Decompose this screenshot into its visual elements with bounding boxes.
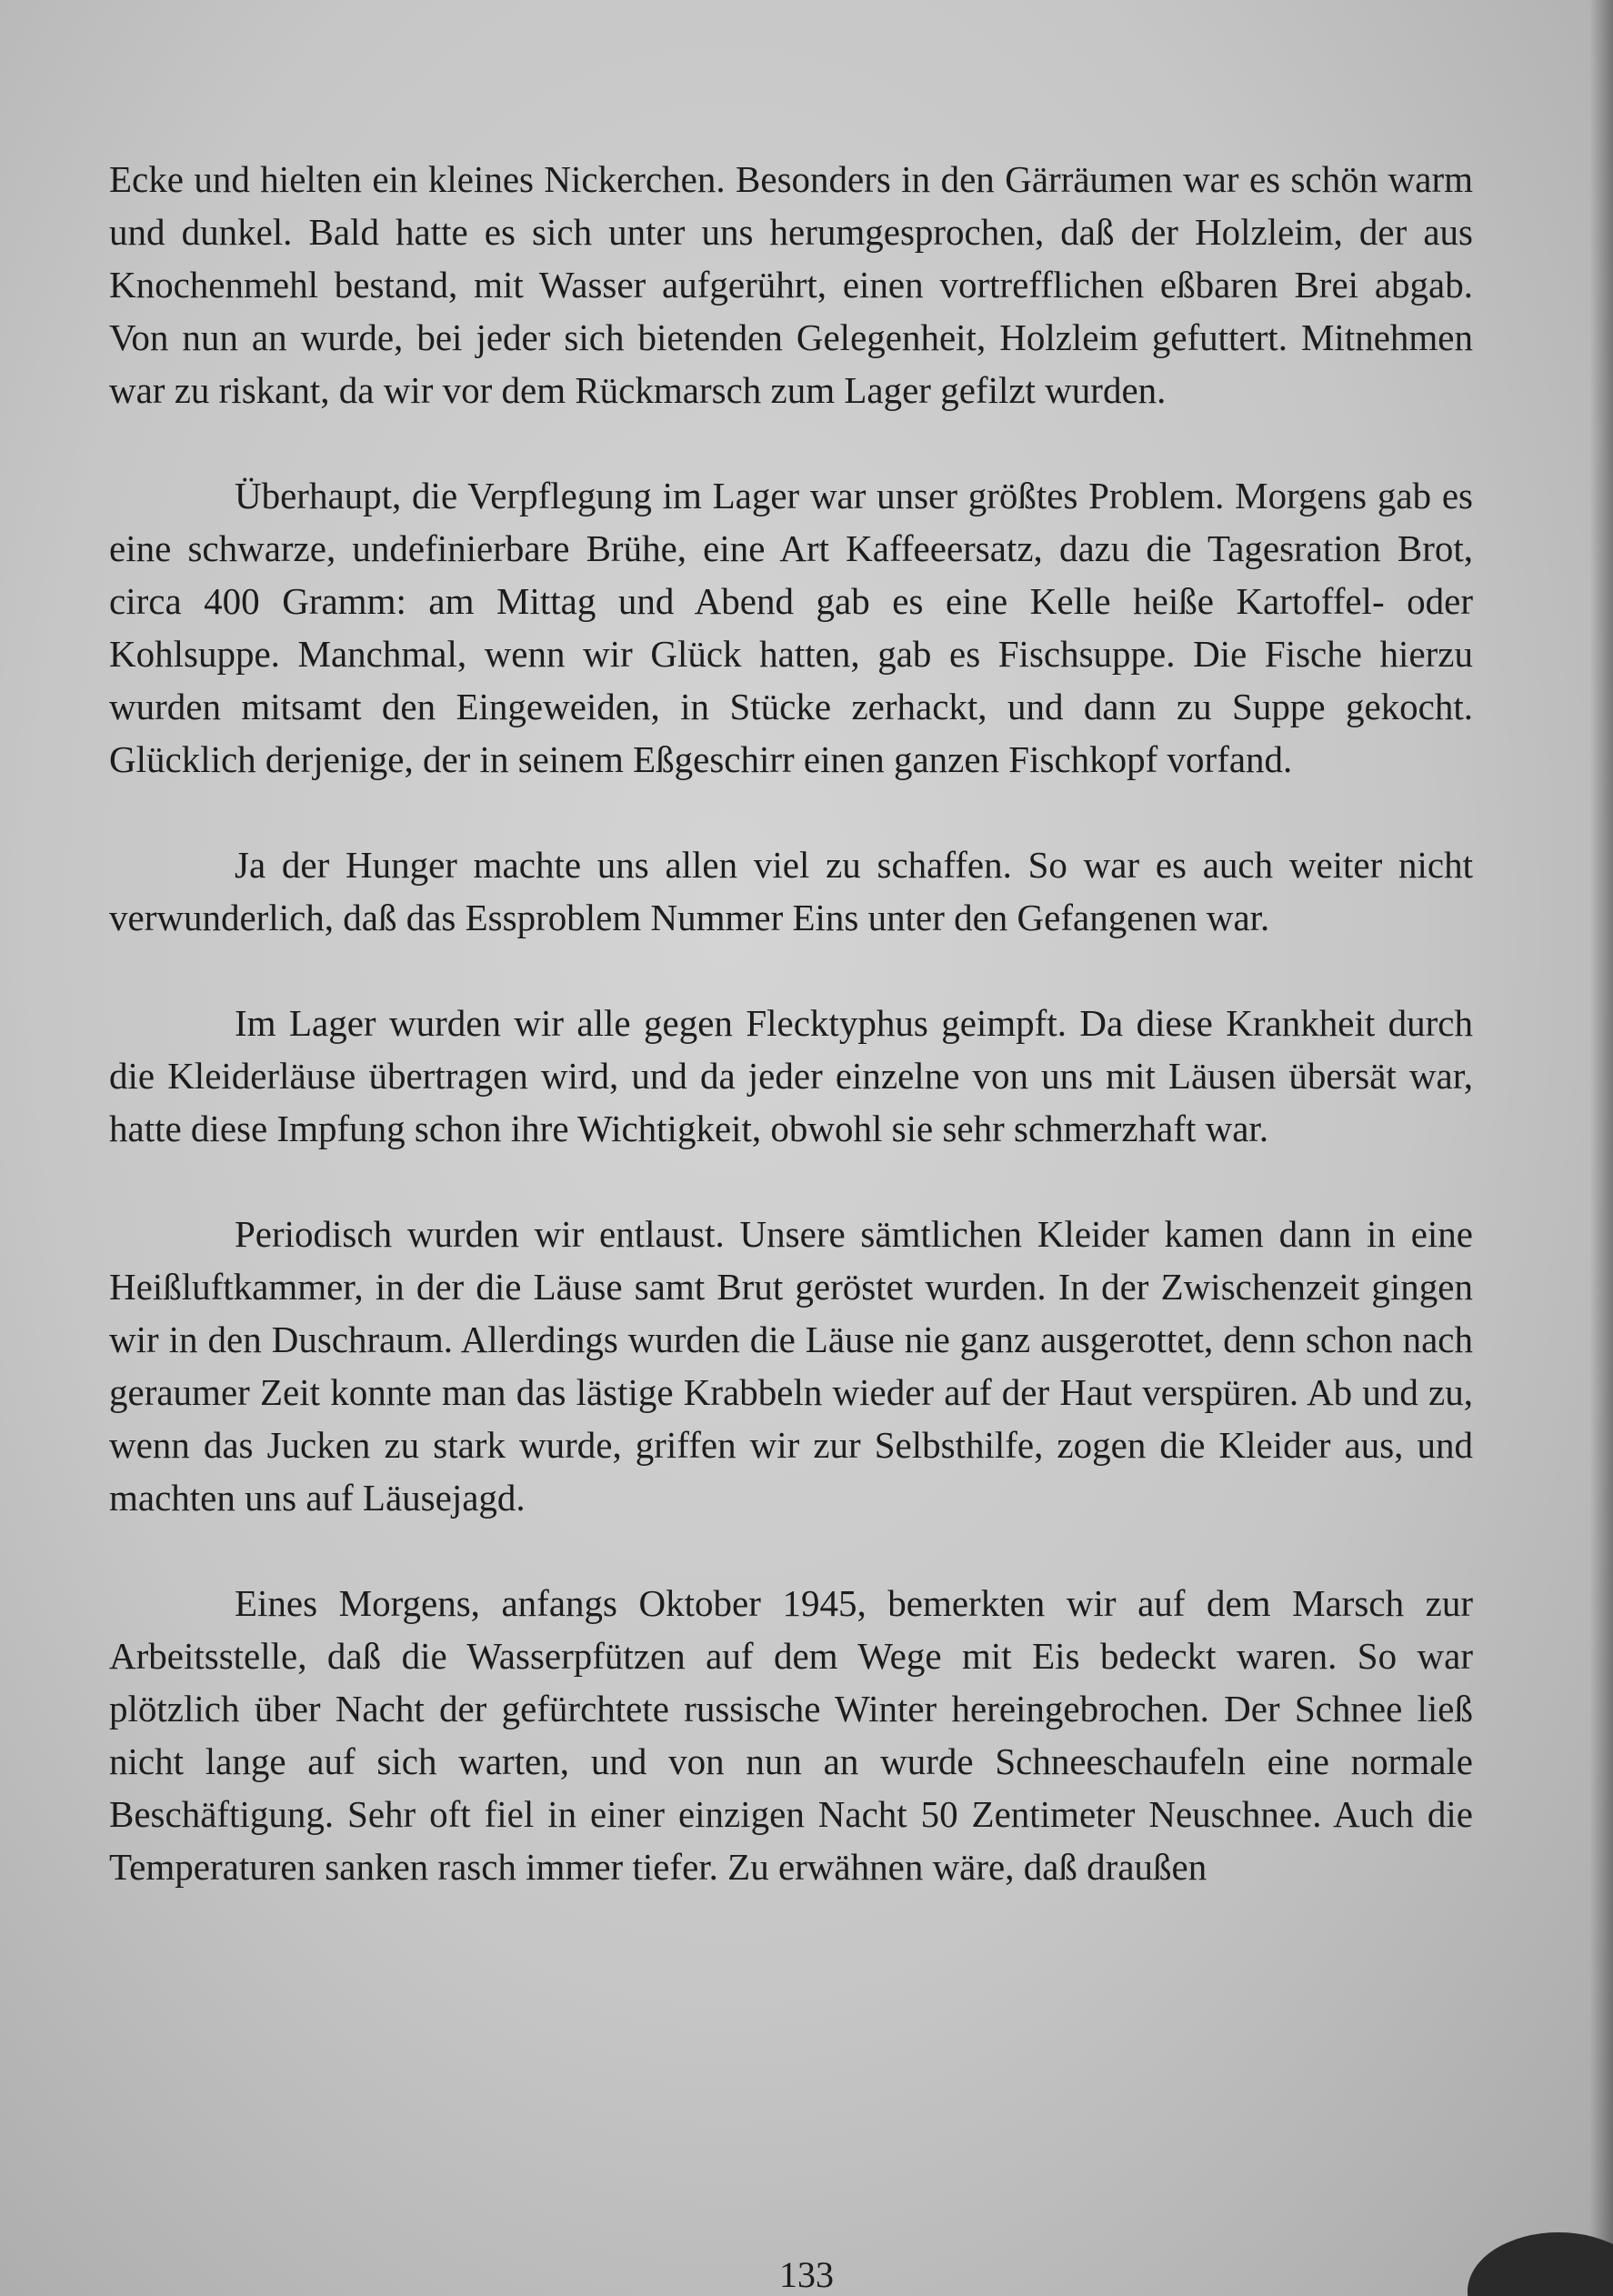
paragraph: Im Lager wurden wir alle gegen Flecktyphus geimpft. Da diese Krankheit durch die Kleiderläuse übertragen wird, und da jeder einzelne von uns mit Läusen übersät war, hatte diese Impfung schon ihre Wichtigkeit, obwohl sie sehr schmerzhaft war. (109, 1002, 1473, 1149)
page-corner-shadow (1468, 2232, 1613, 2296)
page-number: 133 (779, 2254, 834, 2295)
paragraph: Ecke und hielten ein kleines Nickerchen. Besonders in den Gärräumen war es schön warm und dunkel. Bald hatte es sich unter uns herumgesprochen, daß der Holzleim, der aus Knochenmehl bestand, mit Wasser aufgerührt, einen vortrefflichen eßbaren Brei abgab. Von nun an wurde, bei jeder sich bietenden Gelegenheit, Holzleim gefuttert. Mitnehmen war zu riskant, da wir vor dem Rückmarsch zum Lager gefilzt wurden. (109, 158, 1473, 411)
body-text (109, 153, 1473, 1946)
paragraph: Eines Morgens, anfangs Oktober 1945, bemerkten wir auf dem Marsch zur Arbeitsstelle, daß die Wasserpfützen auf dem Wege mit Eis bedeckt waren. So war plötzlich über Nacht der gefürchtete russische Winter hereingebrochen. Der Schnee ließ nicht lange auf sich warten, und von nun an wurde Schneeschaufeln eine normale Beschäftigung. Sehr oft fiel in einer einzigen Nacht 50 Zentimeter Neuschnee. Auch die Temperaturen sanken rasch immer tiefer. Zu erwähnen wäre, daß draußen (109, 1582, 1473, 1888)
paragraph: Überhaupt, die Verpflegung im Lager war unser größtes Problem. Morgens gab es eine schwarze, undefinierbare Brühe, eine Art Kaffeeersatz, dazu die Tagesration Brot, circa 400 Gramm: am Mittag und Abend gab es eine Kelle heiße Kartoffel- oder Kohlsuppe. Manchmal, wenn wir Glück hatten, gab es Fischsuppe. Die Fische hierzu wurden mitsamt den Eingeweiden, in Stücke zerhackt, und dann zu Suppe gekocht. Glücklich derjenige, der in seinem Eßgeschirr einen ganzen Fischkopf vorfand. (109, 475, 1473, 780)
paragraph: Periodisch wurden wir entlaust. Unsere sämtlichen Kleider kamen dann in eine Heißluftkammer, in der die Läuse samt Brut geröstet wurden. In der Zwischenzeit gingen wir in den Duschraum. Allerdings wurden die Läuse nie ganz ausgerottet, denn schon nach geraumer Zeit konnte man das lästige Krabbeln wieder auf der Haut verspüren. Ab und zu, wenn das Jucken zu stark wurde, griffen wir zur Selbsthilfe, zogen die Kleider aus, und machten uns auf Läusejagd. (109, 1213, 1473, 1519)
page-edge-shadow (1589, 0, 1613, 2296)
paragraph: Ja der Hunger machte uns allen viel zu schaffen. So war es auch weiter nicht verwunderlich, daß das Essproblem Nummer Eins unter den Gefangenen war. (109, 844, 1473, 938)
